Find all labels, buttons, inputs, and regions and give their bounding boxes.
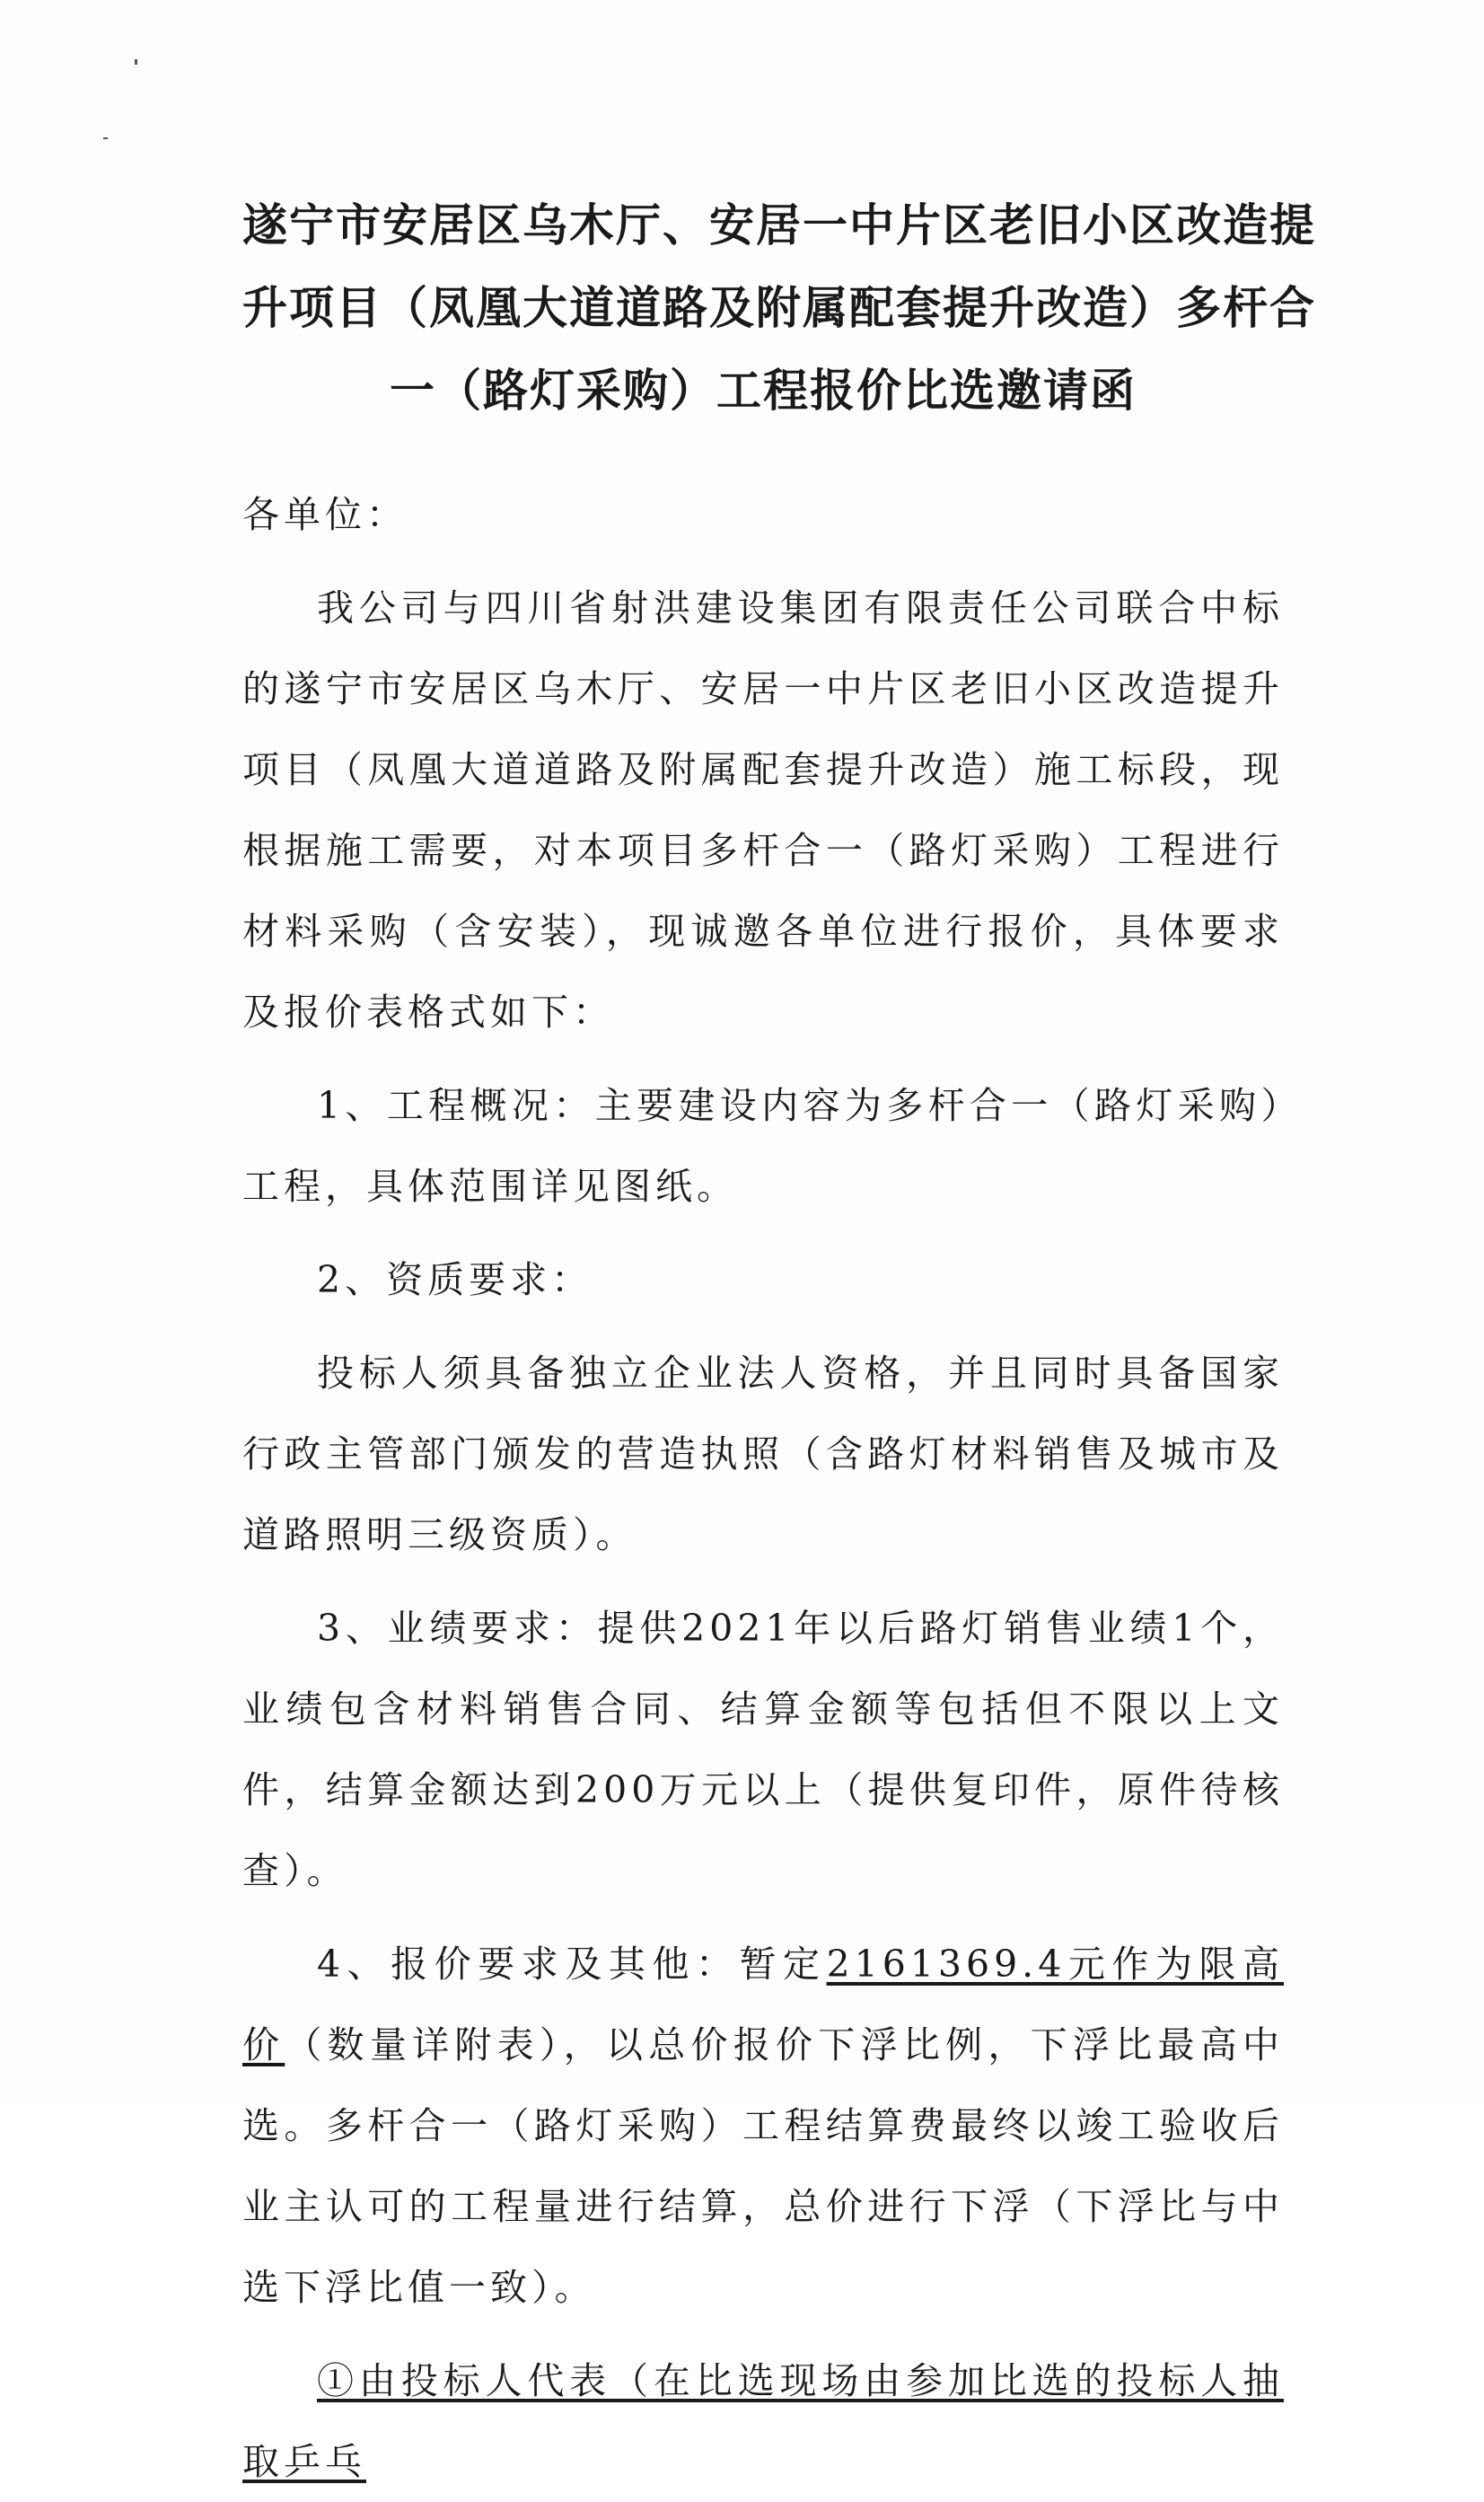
item-4-sub-1: [242, 2340, 1284, 2502]
item-4-prefix: 4、报价要求及其他：暂定: [317, 1943, 827, 1986]
scan-speck: [135, 59, 137, 65]
title-line-3: 一（路灯采购）工程报价比选邀请函: [390, 365, 1137, 417]
item-2-body: 投标人须具备独立企业法人资格，并且同时具备国家行政主管部门颁发的营造执照（含路灯材料销售及城市及道路照明三级资质）。: [242, 1352, 1284, 1556]
item-4-suffix: （数量详附表），以总价报价下浮比例，下浮比最高中选。多杆合一（路灯采购）工程结算费最终以竣工验收后业主认可的工程量进行结算，总价进行下浮（下浮比与中选下浮比值一致）。: [242, 2023, 1285, 2309]
title-line-1: 遂宁市安居区乌木厅、安居一中片区老旧小区改造提: [242, 199, 1316, 251]
title-line-2: 升项目（凤凰大道道路及附属配套提升改造）多杆合: [242, 282, 1316, 334]
price-cap-text: 2161369.4元作为限高价: [242, 1943, 1284, 2066]
item-4-paragraph: [242, 1924, 1284, 2328]
item-1-paragraph: 1、工程概况：主要建设内容为多杆合一（路灯采购）工程，具体范围详见图纸。: [242, 1084, 1284, 1208]
scan-speck: [103, 137, 108, 139]
document-title: [242, 184, 1316, 432]
intro-paragraph: 我公司与四川省射洪建设集团有限责任公司联合中标的遂宁市安居区乌木厅、安居一中片区老旧小区改造提升项目（凤凰大道道路及附属配套提升改造）施工标段，现根据施工需要，对本项目多杆合一（路灯采购）工程进行材料采购（含安装），现诚邀各单位进行报价，具体要求及报价表格式如下：: [242, 586, 1284, 1034]
document-body: [242, 474, 1284, 2502]
salutation: 各单位：: [242, 493, 408, 536]
item-2-heading: 2、资质要求：: [317, 1258, 593, 1301]
item-4-sub-1-text: ①由投标人代表（在比选现场由参加比选的投标人抽取乒乓: [242, 2359, 1284, 2483]
item-3-paragraph: 3、业绩要求：提供2021年以后路灯销售业绩1个，业绩包含材料销售合同、结算金额等包括但不限以上文件，结算金额达到200万元以上（提供复印件，原件待核查）。: [242, 1607, 1284, 1892]
